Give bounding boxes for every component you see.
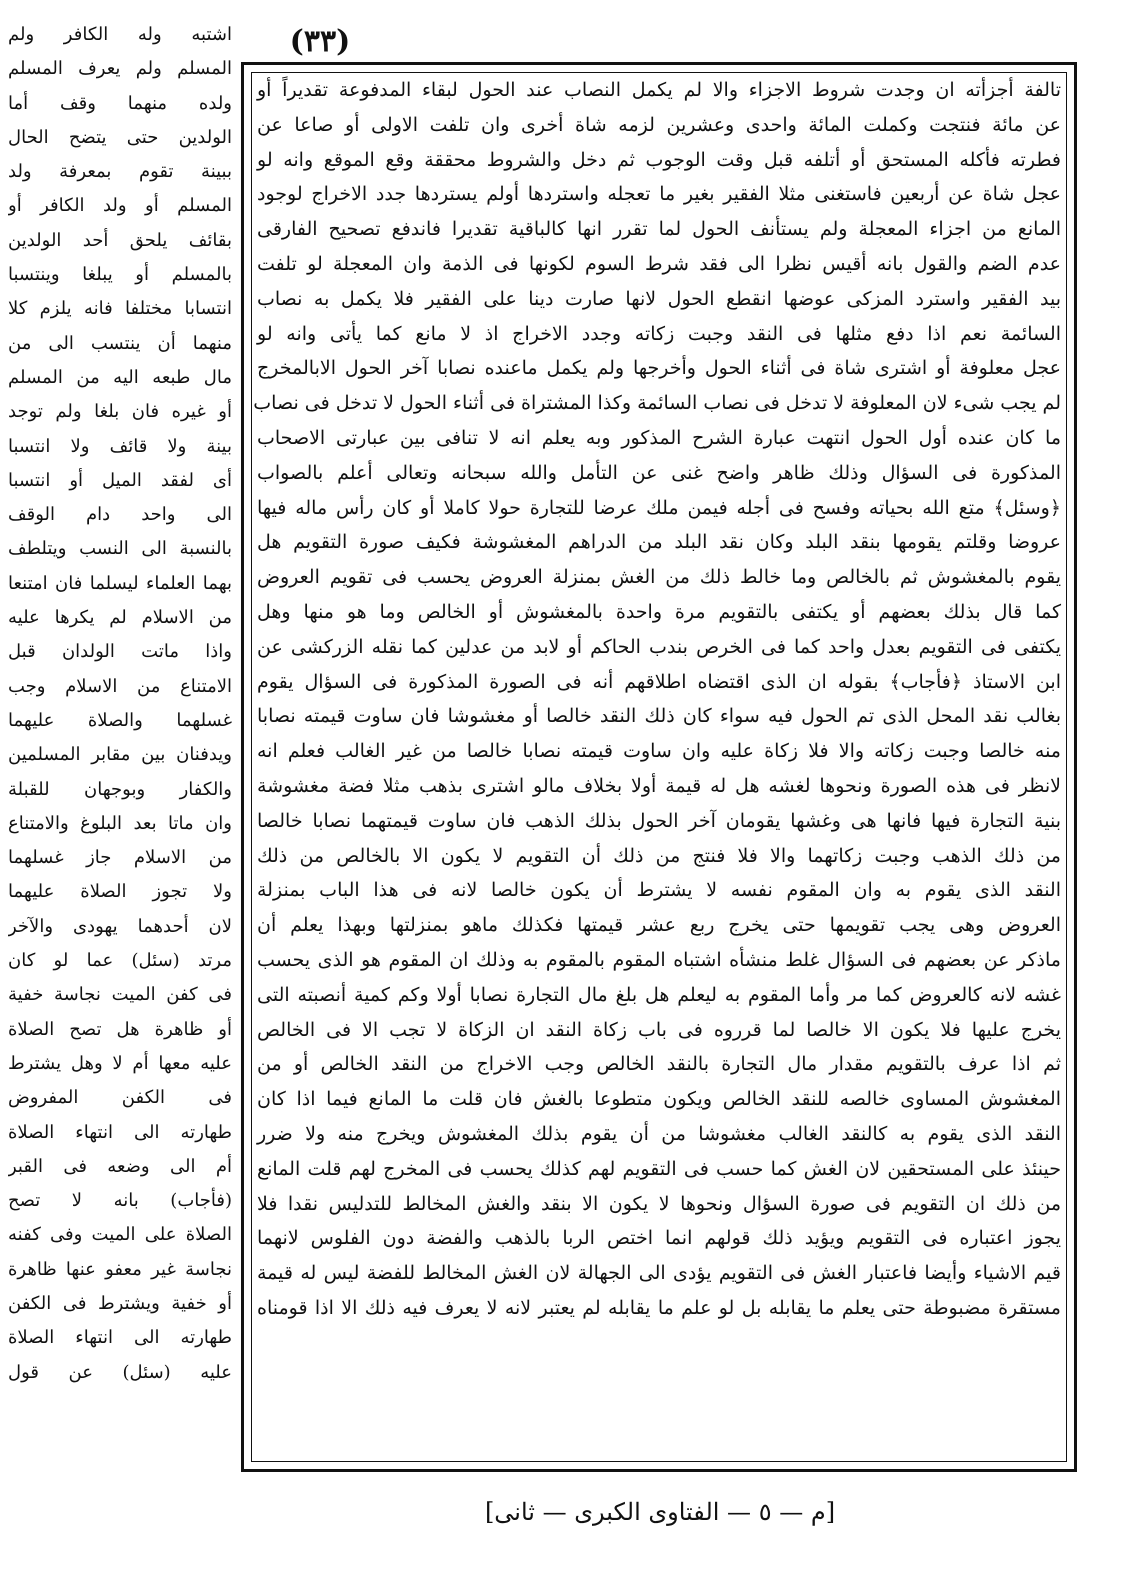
main-text-line: يخرج عليها فلا يكون الا خالصا لما قرروه فى باب زكاة النقد ان الزكاة لا تجب الا فى الخالص (257, 1018, 1061, 1041)
margin-text-line: أو غيره فان بلغا ولم توجد (8, 401, 232, 423)
margin-text-line: أو خفية ويشترط فى الكفن (8, 1292, 232, 1314)
main-text-line: المانع من اجزاء المعجلة ولم يستأنف الحول لما تقرر انها كالباقية تقديرا فاندفع تصحيح الفارقى (257, 218, 1061, 241)
main-text-line: السائمة نعم اذا دفع مثلها فى النقد وجبت زكاته وجدد الاخراج اذ لا مانع كما يأتى وانه لو (257, 322, 1061, 345)
margin-text-line: (فأجاب) بانه لا تصح (8, 1190, 232, 1212)
main-text-column (251, 73, 1067, 1465)
margin-text-line: أم الى وضعه فى القبر (8, 1155, 232, 1177)
margin-text-line: والكفار وبوجهان للقبلة (8, 778, 232, 800)
main-text-line: ﴿وسئل﴾ متع الله بحياته وفسح فى أجله فيمن ملك عرضا للتجارة حولا كاملا أو كان رأس ماله فيها (257, 496, 1061, 519)
main-text-line: النقد الذى يقوم به وان المقوم نفسه لا يشترط أن يكون خالصا لانه فى هذا الباب بمنزلة (257, 879, 1061, 902)
main-text-line: عن مائة فنتجت وكملت المائة واحدى وعشرين لزمه شاة أخرى وان تلفت الاولى أو صاعا عن (257, 113, 1061, 136)
margin-text-line: فى الكفن المفروض (8, 1087, 232, 1109)
main-text-line: حينئذ على المستحقين لان الغش كما حسب فى التقويم لهم كذلك يحسب فى المخرج لهم قلت المانع (257, 1157, 1061, 1180)
margin-text-line: الامتناع من الاسلام وجب (8, 675, 232, 697)
margin-text-line: نجاسة غير معفو عنها ظاهرة (8, 1258, 232, 1280)
main-text-line: النقد الذى يقوم به كالنقد الغالب مغشوشا من أن يقوم بذلك المغشوش ويخرج منه ولا ضرر (257, 1122, 1061, 1145)
main-text-line: قيم الاشياء وأيضا فاعتبار الغش فى التقويم يؤدى الى الجهالة لان الغش المخالط للفضة ليس له قيمة (257, 1262, 1061, 1285)
main-text-line: بنية التجارة فيها فانها هى وغشها يقومان آخر الحول بذلك الذهب فان ساوت قيمتهما نصابا خالصا (257, 809, 1061, 832)
margin-text-line: بقائف يلحق أحد الولدين (8, 229, 232, 251)
margin-text-line: ولا تجوز الصلاة عليهما (8, 881, 232, 903)
margin-commentary-column (8, 18, 232, 1458)
margin-text-line: بهما العلماء ليسلما فان امتنعا (8, 572, 232, 594)
main-text-line: لم يجب شىء لان المعلوفة لا تدخل فى نصاب السائمة وكذا المشتراة فى أثناء الحول لا تدخل فى نصاب (253, 392, 1061, 415)
margin-text-line: مال طبعه اليه من المسلم (8, 366, 232, 388)
margin-text-line: بالمسلم أو يبلغا وينتسبا (8, 264, 232, 286)
main-text-line: يجوز اعتباره فى التقويم ويؤيد ذلك قولهم انما اختص الربا بالذهب والفضة دون الفلوس لانهما (257, 1227, 1061, 1250)
margin-text-line: طهارته الى انتهاء الصلاة (8, 1121, 232, 1143)
margin-text-line: ولده منهما وقف أما (8, 92, 232, 114)
main-text-line: كما قال بذلك بعضهم أو يكتفى بالتقويم مرة واحدة بالمغشوش أو الخالص وما هو منها وهل (257, 600, 1061, 623)
margin-text-line: الولدين حتى يتضح الحال (8, 126, 232, 148)
margin-text-line: منهما أن ينتسب الى من (8, 332, 232, 354)
margin-text-line: المسلم أو ولد الكافر أو (8, 195, 232, 217)
main-text-line: العروض وهى يجب تقويمها حتى يخرج ربع عشر قيمتها فكذلك ماهو بمنزلتها وبهذا يعلم أن (257, 914, 1061, 937)
margin-text-line: أى لفقد الميل أو انتسبا (8, 469, 232, 491)
margin-text-line: أو ظاهرة هل تصح الصلاة (8, 1018, 232, 1040)
margin-text-line: عليه (سئل) عن قول (8, 1361, 232, 1383)
main-text-line: المذكورة فى السؤال وذلك ظاهر واضح غنى عن التأمل والله سبحانه وتعالى أعلم بالصواب (257, 461, 1061, 484)
main-text-line: ثم اذا عرف بالتقويم مقدار مال التجارة بالنقد الخالص وجب الاخراج من النقد الخالص أو من (257, 1053, 1061, 1076)
main-text-line: بغالب نقد المحل الذى تم الحول فيه سواء كان ذلك النقد خالصا أو مغشوشا فان ساوت قيمته نصابا (257, 705, 1061, 728)
main-text-line: يكتفى فى التقويم بعدل واحد كما فى الخرص بندب الحاكم أو لابد من عدلين كما نقله الزركشى عن (257, 635, 1061, 658)
main-text-line: من ذلك الذهب وجبت زكاتهما والا فلا فنتج من ذلك أن التقويم لا يكون الا بالخالص من ذلك (257, 844, 1061, 867)
margin-text-line: ببينة تقوم بمعرفة ولد (8, 161, 232, 183)
margin-text-line: مرتد (سئل) عما لو كان (8, 950, 232, 972)
main-text-line: من ذلك ان التقويم فى صورة السؤال ونحوها لا يكون الا بنقد والغش المخالط للتدليس نقدا فلا (257, 1192, 1061, 1215)
main-text-line: ماذكر عن بعضهم فى السؤال غلط منشأه اشتباه المقوم بالمقوم به وذلك ان المقوم هو الذى يحسب (257, 948, 1061, 971)
main-text-line: مستقرة مضبوطة حتى يعلم ما يقابله بل لو علم ما يقابله لم يعتبر لانه لا يعرف فيه ذلك الا اذا قومناه (257, 1296, 1061, 1319)
margin-text-line: لان أحدهما يهودى والآخر (8, 915, 232, 937)
page-number: (٣٣) (289, 24, 351, 59)
margin-text-line: عليه معها أم لا وهل يشترط (8, 1052, 232, 1074)
page-footer: [م — ٥ — الفتاوى الكبرى — ثانى] (484, 1498, 836, 1526)
margin-text-line: الصلاة على الميت وفى كفنه (8, 1224, 232, 1246)
margin-text-line: بالنسبة الى النسب ويتلطف (8, 538, 232, 560)
main-text-line: المغشوش المساوى خالصه للنقد الخالص ويكون متطوعا بالغش فان قلت ما المانع فيما اذا كان (257, 1088, 1061, 1111)
margin-text-line: واذا ماتت الولدان قبل (8, 641, 232, 663)
margin-text-line: الى واحد دام الوقف (8, 504, 232, 526)
margin-text-line: وان ماتا بعد البلوغ والامتناع (8, 812, 232, 834)
main-text-line: بيد الفقير واسترد المزكى عوضها انقطع الحول لانها صارت دينا على الفقير فلا يكمل به نصاب (257, 287, 1061, 310)
main-text-line: منه خالصا وجبت زكاته والا فلا زكاة عليه وان ساوت قيمته نصابا خالصا من غير الغالب فعلم انه (257, 740, 1061, 763)
margin-text-line: اشتبه وله الكافر ولم (8, 24, 232, 45)
margin-text-line: ويدفنان بين مقابر المسلمين (8, 744, 232, 766)
margin-text-line: المسلم ولم يعرف المسلم (8, 58, 232, 80)
main-text-line: تالفة أجزأته ان وجدت شروط الاجزاء والا لم يكمل النصاب عند الحول لبقاء المدفوعة تقديراً أو (257, 79, 1061, 101)
main-text-line: غشه لانه كالعروض كما مر وأما المقوم به ليعلم هل بلغ مال التجارة نصابا أولا وكم كمية أنصبته التى (257, 983, 1061, 1006)
main-text-line: يقوم بالمغشوش ثم بالخالص وما خالط ذلك من الغش بمنزلة العروض يحسب فى تقويم العروض (257, 566, 1061, 589)
main-text-line: لانظر فى هذه الصورة ونحوها لغشه هل له قيمة أولا بخلاف مالو اشترى بذهب مثلا فضة مغشوشة (257, 774, 1061, 797)
main-text-line: عجل شاة عن أربعين فاستغنى مثلا الفقير بغير ما تعجله واستردها أولم يستردها جدد الاخراج لوجود (257, 183, 1061, 206)
margin-text-line: غسلهما والصلاة عليهما (8, 709, 232, 731)
margin-text-line: فى كفن الميت نجاسة خفية (8, 984, 232, 1006)
main-text-line: عدم الضم والقول بانه أقيس نظرا الى فقد شرط السوم لكونها فى الذمة وان المعجلة لو تلفت (257, 252, 1061, 275)
margin-text-line: انتسابا مختلفا فانه يلزم كلا (8, 298, 232, 320)
margin-text-line: من الاسلام جاز غسلهما (8, 847, 232, 869)
main-text-line: عجل معلوفة أو اشترى شاة فى أثناء الحول وأخرجها ولم يكمل ماعنده نصابا آخر الحول الابالمخرج (257, 357, 1061, 380)
main-text-line: فطرته فأكله المستحق أو أتلفه قبل وقت الوجوب ثم دخل والشروط محققة وقع الموقع وانه لو (257, 148, 1061, 171)
main-text-line: عروضا وقلتم يقومها بنقد البلد وكان نقد البلد من الدراهم المغشوشة فكيف صورة التقويم هل (257, 531, 1061, 554)
main-text-line: ما كان عنده أول الحول انتهت عبارة الشرح المذكور وبه يعلم انه لا تنافى بين عبارتى الاصحاب (257, 426, 1061, 449)
margin-text-line: من الاسلام لم يكرها عليه (8, 607, 232, 629)
margin-text-line: طهارته الى انتهاء الصلاة (8, 1327, 232, 1349)
main-text-line: ابن الاستاذ ﴿فأجاب﴾ بقوله ان الذى اقتضاه اطلاقهم أنه فى الصورة المذكورة فى السؤال يقوم (257, 670, 1061, 693)
margin-text-line: بينة ولا قائف ولا انتسبا (8, 435, 232, 457)
